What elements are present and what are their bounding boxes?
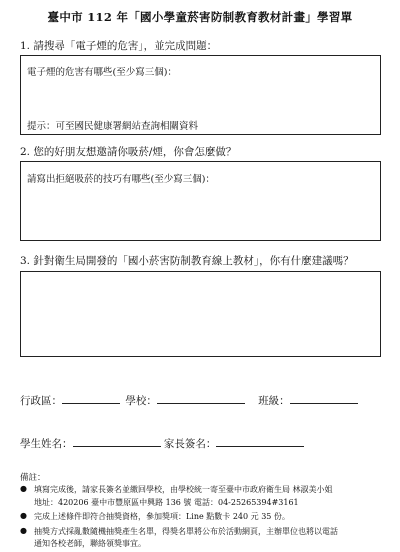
- note-3-line-1: 抽獎方式採亂數隨機抽獎產生名單，得獎名單將公布於活動網頁，主辦單位也將以電話: [34, 527, 338, 536]
- note-3-line-2: 通知各校老師，聯絡領獎事宜。: [34, 539, 146, 548]
- parent-signature-label: 家長簽名：: [163, 438, 217, 450]
- info-row-1: [20, 392, 358, 408]
- district-field[interactable]: [62, 392, 120, 404]
- district-label: 行政區：: [20, 395, 62, 407]
- bullet-icon: ●: [20, 484, 27, 493]
- class-label: 班級：: [258, 395, 290, 407]
- info-row-2: [20, 435, 304, 451]
- page-title: 臺中市 112 年「國小學童菸害防制教育教材計畫」學習單: [47, 10, 353, 24]
- question-1-answer-box[interactable]: [20, 55, 381, 135]
- question-3-answer-box[interactable]: [20, 271, 381, 357]
- student-name-label: 學生姓名：: [20, 438, 73, 450]
- question-1-label: 1. 請搜尋「電子煙的危害」，並完成問題：: [20, 40, 218, 52]
- question-2-prompt: 請寫出拒絕吸菸的技巧有哪些(至少寫三個)：: [27, 174, 215, 185]
- note-1-line-2: 地址：420206 臺中市豐原區中興路 136 號 電話：04-25265394#3161: [34, 498, 299, 507]
- question-2-answer-box[interactable]: [20, 161, 381, 241]
- note-2: 完成上述條件即符合抽獎資格，參加獎項：Line 點數卡 240 元 35 份。: [34, 512, 290, 521]
- notes-title: 備註：: [20, 473, 46, 483]
- question-3-label: 3. 針對衛生局開發的「國小菸害防制教育線上教材」，你有什麼建議嗎？: [20, 255, 354, 267]
- note-1-line-1: 填寫完成後，請家長簽名並繳回學校，由學校統一寄至臺中市政府衛生局 林淑美小姐: [34, 485, 333, 494]
- question-2-label: 2. 您的好朋友想邀請你吸菸/煙，你會怎麼做？: [20, 146, 237, 158]
- bullet-icon: ●: [20, 511, 27, 520]
- school-field[interactable]: [157, 392, 245, 404]
- parent-signature-field[interactable]: [216, 435, 304, 447]
- student-name-field[interactable]: [73, 435, 161, 447]
- class-field[interactable]: [290, 392, 358, 404]
- question-1-hint: 提示：可至國民健康署網站查詢相關資料: [27, 121, 199, 132]
- bullet-icon: ●: [20, 526, 27, 535]
- question-1-prompt: 電子煙的危害有哪些(至少寫三個)：: [27, 67, 177, 78]
- school-label: 學校：: [125, 395, 157, 407]
